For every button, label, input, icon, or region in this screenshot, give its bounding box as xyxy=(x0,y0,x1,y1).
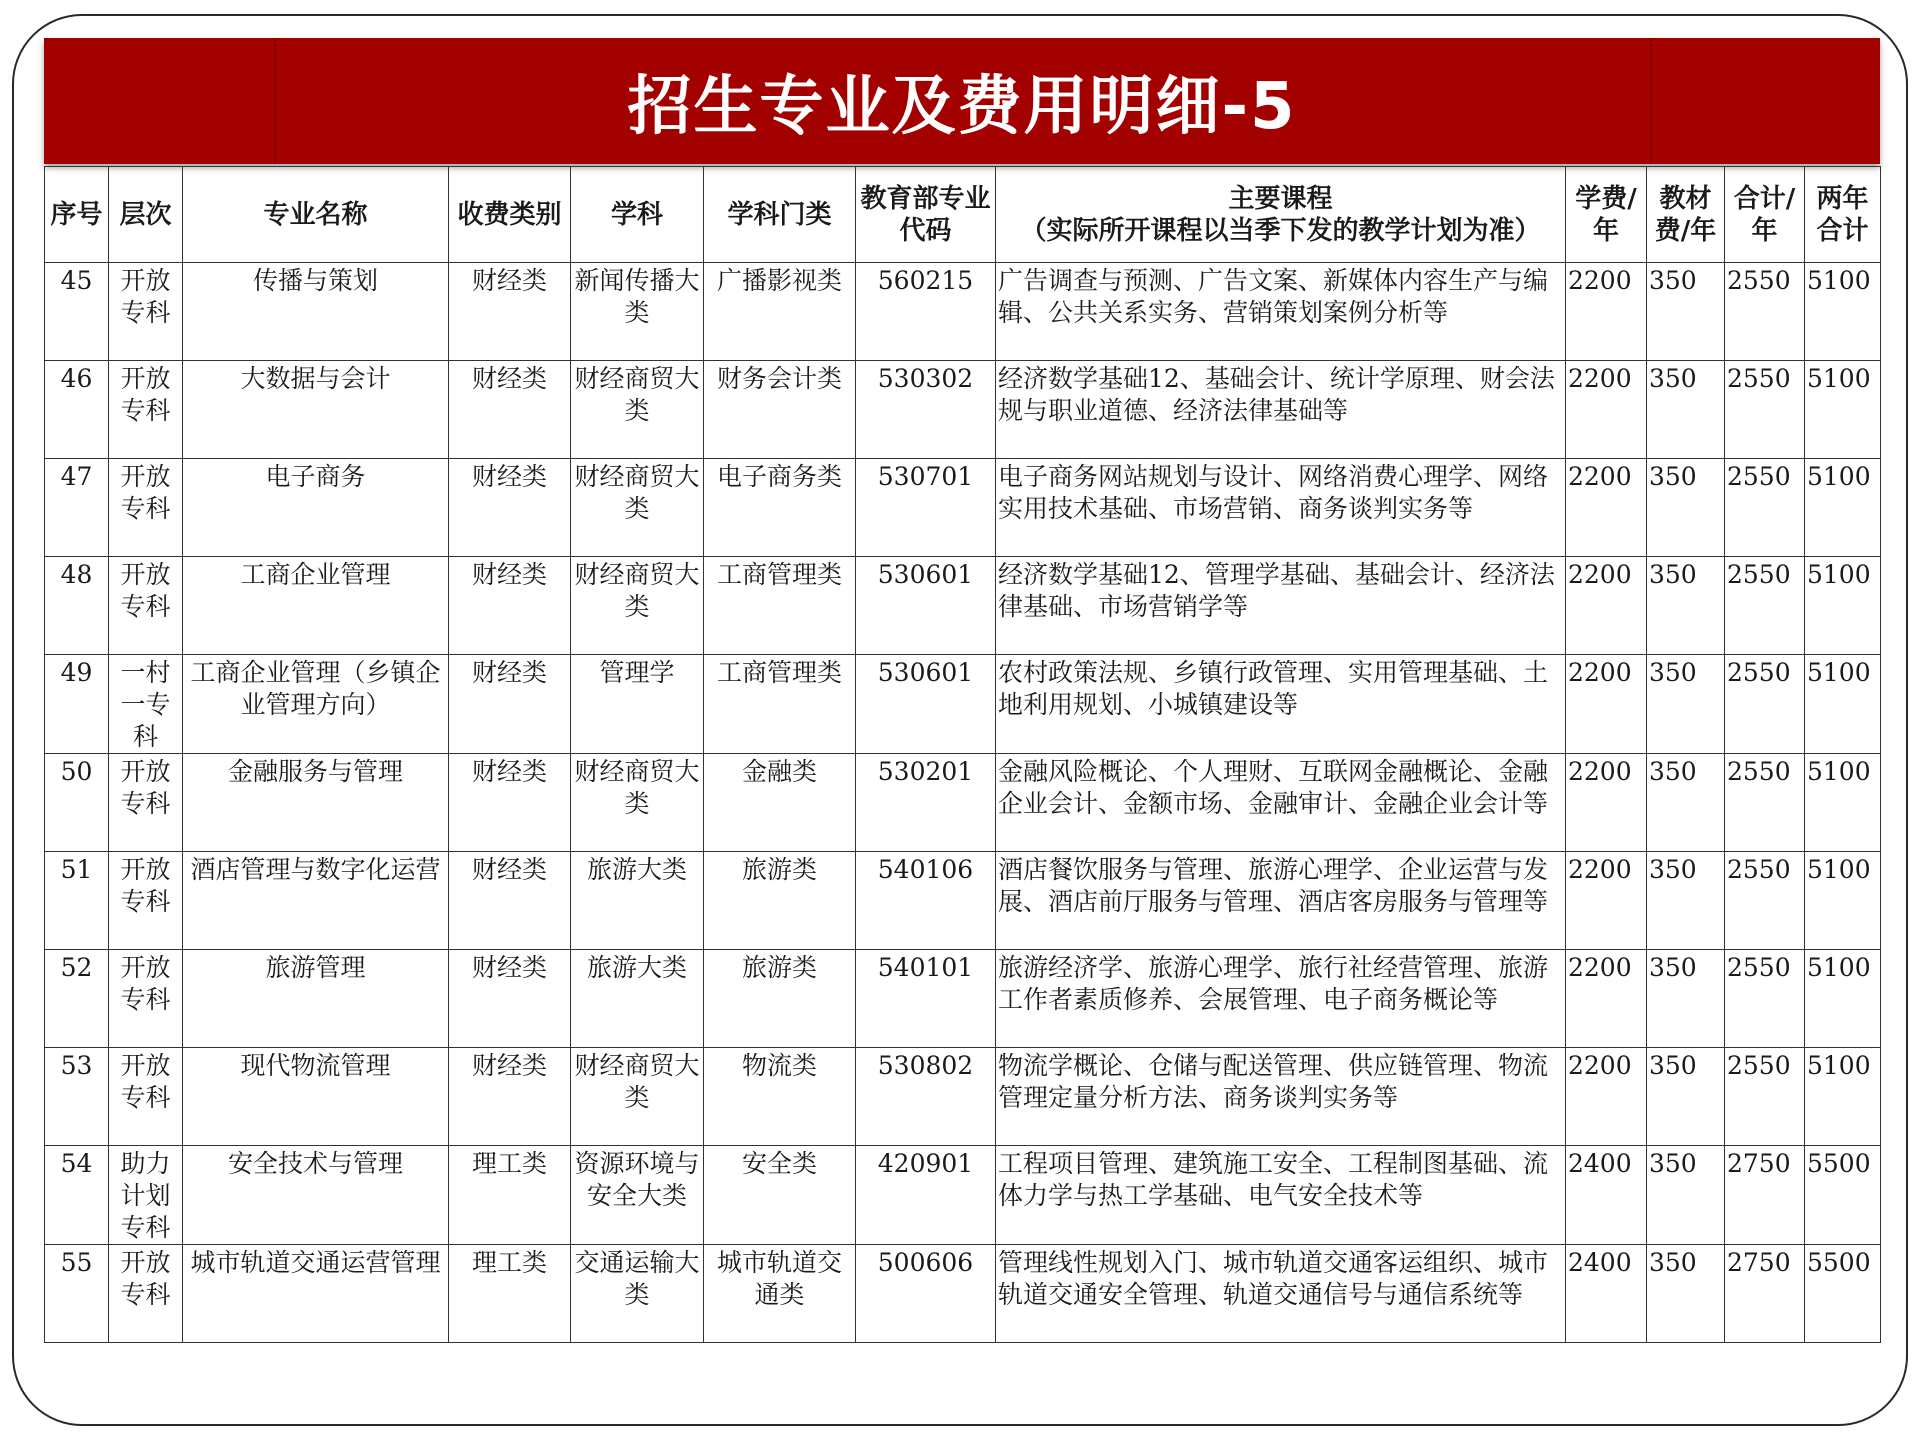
row-total: 2550 xyxy=(1725,655,1805,754)
row-total: 2550 xyxy=(1725,263,1805,361)
row-tuition: 2200 xyxy=(1566,1048,1647,1146)
row-level: 开放专科 xyxy=(109,459,183,557)
row-fee-type: 财经类 xyxy=(449,655,571,754)
row-books: 350 xyxy=(1647,852,1725,950)
row-level: 开放专科 xyxy=(109,1245,183,1343)
row-major: 金融服务与管理 xyxy=(183,754,449,852)
row-total: 2550 xyxy=(1725,1048,1805,1146)
row-major: 电子商务 xyxy=(183,459,449,557)
row-discipline: 财经商贸大类 xyxy=(571,557,704,655)
table-row xyxy=(45,263,1881,361)
row-level: 开放专科 xyxy=(109,263,183,361)
row-level: 开放专科 xyxy=(109,361,183,459)
table-row xyxy=(45,852,1881,950)
row-major: 工商企业管理 xyxy=(183,557,449,655)
row-two-year: 5100 xyxy=(1805,557,1881,655)
row-books: 350 xyxy=(1647,950,1725,1048)
row-total: 2550 xyxy=(1725,754,1805,852)
row-seq: 54 xyxy=(45,1146,109,1245)
row-level: 开放专科 xyxy=(109,950,183,1048)
row-fee-type: 理工类 xyxy=(449,1245,571,1343)
row-seq: 52 xyxy=(45,950,109,1048)
row-code: 530802 xyxy=(856,1048,996,1146)
row-fee-type: 财经类 xyxy=(449,950,571,1048)
row-fee-type: 财经类 xyxy=(449,263,571,361)
row-discipline: 财经商贸大类 xyxy=(571,1048,704,1146)
row-discipline: 财经商贸大类 xyxy=(571,754,704,852)
row-discipline: 财经商贸大类 xyxy=(571,361,704,459)
row-code: 420901 xyxy=(856,1146,996,1245)
row-seq: 51 xyxy=(45,852,109,950)
row-level: 开放专科 xyxy=(109,852,183,950)
row-code: 560215 xyxy=(856,263,996,361)
header-discipline: 学科 xyxy=(571,167,704,263)
row-seq: 45 xyxy=(45,263,109,361)
row-two-year: 5100 xyxy=(1805,950,1881,1048)
table-row xyxy=(45,1245,1881,1343)
header-fee-type: 收费类别 xyxy=(449,167,571,263)
row-seq: 53 xyxy=(45,1048,109,1146)
row-courses: 经济数学基础12、管理学基础、基础会计、经济法律基础、市场营销学等 xyxy=(996,557,1566,655)
table-row xyxy=(45,655,1881,754)
row-tuition: 2200 xyxy=(1566,754,1647,852)
row-books: 350 xyxy=(1647,754,1725,852)
row-code: 500606 xyxy=(856,1245,996,1343)
row-major: 城市轨道交通运营管理 xyxy=(183,1245,449,1343)
row-tuition: 2400 xyxy=(1566,1245,1647,1343)
row-courses: 物流学概论、仓储与配送管理、供应链管理、物流管理定量分析方法、商务谈判实务等 xyxy=(996,1048,1566,1146)
row-discipline: 资源环境与安全大类 xyxy=(571,1146,704,1245)
row-courses: 管理线性规划入门、城市轨道交通客运组织、城市轨道交通安全管理、轨道交通信号与通信系统等 xyxy=(996,1245,1566,1343)
row-courses: 金融风险概论、个人理财、互联网金融概论、金融企业会计、金额市场、金融审计、金融企业会计等 xyxy=(996,754,1566,852)
header-seq: 序号 xyxy=(45,167,109,263)
row-category: 电子商务类 xyxy=(704,459,856,557)
table-row xyxy=(45,459,1881,557)
row-courses: 工程项目管理、建筑施工安全、工程制图基础、流体力学与热工学基础、电气安全技术等 xyxy=(996,1146,1566,1245)
row-category: 旅游类 xyxy=(704,950,856,1048)
row-two-year: 5500 xyxy=(1805,1146,1881,1245)
row-tuition: 2200 xyxy=(1566,852,1647,950)
row-category: 工商管理类 xyxy=(704,557,856,655)
header-tuition: 学费/年 xyxy=(1566,167,1647,263)
row-courses: 广告调查与预测、广告文案、新媒体内容生产与编辑、公共关系实务、营销策划案例分析等 xyxy=(996,263,1566,361)
row-major: 现代物流管理 xyxy=(183,1048,449,1146)
header-category: 学科门类 xyxy=(704,167,856,263)
row-courses: 农村政策法规、乡镇行政管理、实用管理基础、土地利用规划、小城镇建设等 xyxy=(996,655,1566,754)
row-fee-type: 财经类 xyxy=(449,361,571,459)
row-major: 大数据与会计 xyxy=(183,361,449,459)
row-books: 350 xyxy=(1647,557,1725,655)
row-courses: 经济数学基础12、基础会计、统计学原理、财会法规与职业道德、经济法律基础等 xyxy=(996,361,1566,459)
header-code: 教育部专业代码 xyxy=(856,167,996,263)
row-level: 开放专科 xyxy=(109,557,183,655)
row-tuition: 2200 xyxy=(1566,950,1647,1048)
table-header-row xyxy=(45,167,1881,263)
header-courses xyxy=(996,167,1566,263)
row-tuition: 2200 xyxy=(1566,459,1647,557)
row-two-year: 5500 xyxy=(1805,1245,1881,1343)
row-fee-type: 财经类 xyxy=(449,459,571,557)
table-row xyxy=(45,361,1881,459)
row-level: 开放专科 xyxy=(109,754,183,852)
header-level: 层次 xyxy=(109,167,183,263)
table-row xyxy=(45,754,1881,852)
row-tuition: 2200 xyxy=(1566,655,1647,754)
row-code: 530701 xyxy=(856,459,996,557)
header-courses-title: 主要课程 xyxy=(1228,183,1333,214)
row-two-year: 5100 xyxy=(1805,361,1881,459)
row-code: 530601 xyxy=(856,655,996,754)
row-category: 安全类 xyxy=(704,1146,856,1245)
row-books: 350 xyxy=(1647,1146,1725,1245)
table-row xyxy=(45,1146,1881,1245)
row-books: 350 xyxy=(1647,459,1725,557)
page-title: 招生专业及费用明细-5 xyxy=(627,70,1297,144)
row-books: 350 xyxy=(1647,655,1725,754)
header-total: 合计/年 xyxy=(1725,167,1805,263)
row-two-year: 5100 xyxy=(1805,852,1881,950)
table-row xyxy=(45,557,1881,655)
row-fee-type: 财经类 xyxy=(449,852,571,950)
row-tuition: 2200 xyxy=(1566,557,1647,655)
row-courses: 旅游经济学、旅游心理学、旅行社经营管理、旅游工作者素质修养、会展管理、电子商务概论等 xyxy=(996,950,1566,1048)
row-fee-type: 理工类 xyxy=(449,1146,571,1245)
row-tuition: 2200 xyxy=(1566,263,1647,361)
row-total: 2550 xyxy=(1725,950,1805,1048)
row-total: 2750 xyxy=(1725,1146,1805,1245)
row-discipline: 旅游大类 xyxy=(571,852,704,950)
row-courses: 酒店餐饮服务与管理、旅游心理学、企业运营与发展、酒店前厅服务与管理、酒店客房服务与管理等 xyxy=(996,852,1566,950)
row-fee-type: 财经类 xyxy=(449,557,571,655)
row-code: 530201 xyxy=(856,754,996,852)
row-total: 2550 xyxy=(1725,852,1805,950)
row-discipline: 交通运输大类 xyxy=(571,1245,704,1343)
row-courses: 电子商务网站规划与设计、网络消费心理学、网络实用技术基础、市场营销、商务谈判实务等 xyxy=(996,459,1566,557)
row-major: 工商企业管理（乡镇企业管理方向） xyxy=(183,655,449,754)
row-major: 安全技术与管理 xyxy=(183,1146,449,1245)
row-category: 城市轨道交通类 xyxy=(704,1245,856,1343)
row-tuition: 2200 xyxy=(1566,361,1647,459)
row-discipline: 旅游大类 xyxy=(571,950,704,1048)
row-code: 530302 xyxy=(856,361,996,459)
row-level: 一村一专科 xyxy=(109,655,183,754)
row-category: 旅游类 xyxy=(704,852,856,950)
row-books: 350 xyxy=(1647,361,1725,459)
header-courses-note: （实际所开课程以当季下发的教学计划为准） xyxy=(1020,215,1541,246)
row-books: 350 xyxy=(1647,263,1725,361)
header-two-year: 两年合计 xyxy=(1805,167,1881,263)
row-major: 传播与策划 xyxy=(183,263,449,361)
row-total: 2550 xyxy=(1725,459,1805,557)
title-banner xyxy=(44,38,1880,164)
row-seq: 47 xyxy=(45,459,109,557)
row-fee-type: 财经类 xyxy=(449,754,571,852)
row-category: 财务会计类 xyxy=(704,361,856,459)
row-books: 350 xyxy=(1647,1048,1725,1146)
row-discipline: 财经商贸大类 xyxy=(571,459,704,557)
row-total: 2750 xyxy=(1725,1245,1805,1343)
row-code: 530601 xyxy=(856,557,996,655)
row-seq: 48 xyxy=(45,557,109,655)
row-discipline: 管理学 xyxy=(571,655,704,754)
row-tuition: 2400 xyxy=(1566,1146,1647,1245)
table-row xyxy=(45,950,1881,1048)
row-total: 2550 xyxy=(1725,361,1805,459)
table-row xyxy=(45,1048,1881,1146)
header-books: 教材费/年 xyxy=(1647,167,1725,263)
row-books: 350 xyxy=(1647,1245,1725,1343)
fee-table xyxy=(44,166,1881,1343)
row-major: 旅游管理 xyxy=(183,950,449,1048)
row-code: 540106 xyxy=(856,852,996,950)
row-category: 物流类 xyxy=(704,1048,856,1146)
header-major: 专业名称 xyxy=(183,167,449,263)
row-code: 540101 xyxy=(856,950,996,1048)
row-two-year: 5100 xyxy=(1805,1048,1881,1146)
row-category: 广播影视类 xyxy=(704,263,856,361)
row-seq: 55 xyxy=(45,1245,109,1343)
row-category: 工商管理类 xyxy=(704,655,856,754)
row-two-year: 5100 xyxy=(1805,459,1881,557)
row-seq: 46 xyxy=(45,361,109,459)
row-discipline: 新闻传播大类 xyxy=(571,263,704,361)
row-two-year: 5100 xyxy=(1805,655,1881,754)
row-two-year: 5100 xyxy=(1805,263,1881,361)
row-level: 开放专科 xyxy=(109,1048,183,1146)
row-seq: 50 xyxy=(45,754,109,852)
row-major: 酒店管理与数字化运营 xyxy=(183,852,449,950)
row-seq: 49 xyxy=(45,655,109,754)
row-total: 2550 xyxy=(1725,557,1805,655)
row-level: 助力计划专科 xyxy=(109,1146,183,1245)
row-category: 金融类 xyxy=(704,754,856,852)
row-fee-type: 财经类 xyxy=(449,1048,571,1146)
row-two-year: 5100 xyxy=(1805,754,1881,852)
